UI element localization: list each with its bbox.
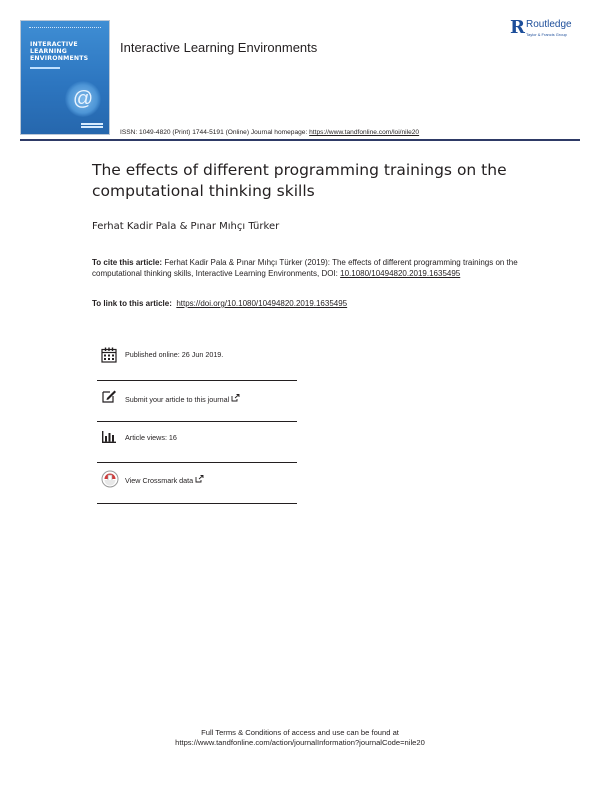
footer-terms-text: Full Terms & Conditions of access and use can be found at: [201, 728, 399, 737]
journal-title: Interactive Learning Environments: [120, 40, 318, 55]
crossmark-icon: [101, 470, 119, 488]
article-views-row: [97, 429, 297, 459]
published-online-text: Published online: 26 Jun 2019.: [125, 350, 224, 359]
footer-terms-link[interactable]: https://www.tandfonline.com/action/journalInformation?journalCode=nile20: [175, 738, 425, 747]
info-divider: [97, 503, 297, 504]
submit-article-row[interactable]: [97, 388, 297, 418]
article-title: The effects of different programming trainings on the computational thinking skills: [92, 161, 507, 200]
link-label: To link to this article:: [92, 299, 172, 308]
publisher-tagline: Taylor & Francis Group: [526, 32, 567, 37]
citation-label: To cite this article:: [92, 258, 163, 267]
footer: [0, 728, 600, 748]
edit-icon: [101, 388, 117, 404]
cover-publisher-logo: [81, 123, 103, 129]
publisher-name: Routledge: [526, 19, 572, 30]
info-divider: [97, 462, 297, 463]
routledge-r-icon: R: [510, 17, 525, 38]
crossmark-text: View Crossmark data: [125, 476, 194, 485]
issn-text: ISSN: 1049-4820 (Print) 1744-5191 (Online) Journal homepage:: [120, 129, 310, 136]
article-link-line: [92, 299, 347, 308]
article-views-text: Article views: 16: [125, 433, 177, 442]
citation-text: Ferhat Kadir Pala & Pınar Mıhçı Türker (2019): The effects of different programming trainings on the computational thinking skills, Interactive Learning Environments, DOI:: [92, 258, 518, 278]
crossmark-link[interactable]: [125, 475, 204, 485]
header-divider: [20, 139, 580, 141]
journal-homepage-link[interactable]: https://www.tandfonline.com/loi/nile20: [309, 129, 420, 136]
at-sign-icon: @: [65, 81, 101, 117]
cover-decoration: [30, 67, 60, 69]
submit-article-text: Submit your article to this journal: [125, 395, 230, 404]
article-doi-link[interactable]: https://doi.org/10.1080/10494820.2019.1635495: [176, 299, 348, 308]
publisher-logo: [510, 18, 582, 40]
external-link-icon: [195, 475, 204, 483]
issn-line: [120, 129, 419, 136]
article-authors: Ferhat Kadir Pala & Pınar Mıhçı Türker: [92, 221, 280, 232]
journal-cover-image: [20, 20, 110, 135]
published-online-row: [97, 347, 297, 377]
info-divider: [97, 421, 297, 422]
calendar-icon: [101, 347, 117, 363]
citation-doi-link[interactable]: 10.1080/10494820.2019.1635495: [340, 268, 461, 278]
cover-title: INTERACTIVE LEARNING ENVIRONMENTS: [30, 41, 89, 62]
bar-chart-icon: [101, 429, 117, 445]
submit-article-link[interactable]: [125, 394, 240, 404]
citation-block: [92, 258, 532, 279]
external-link-icon: [231, 394, 240, 402]
cover-decoration: [29, 27, 101, 31]
crossmark-row[interactable]: [97, 470, 297, 500]
info-divider: [97, 380, 297, 381]
